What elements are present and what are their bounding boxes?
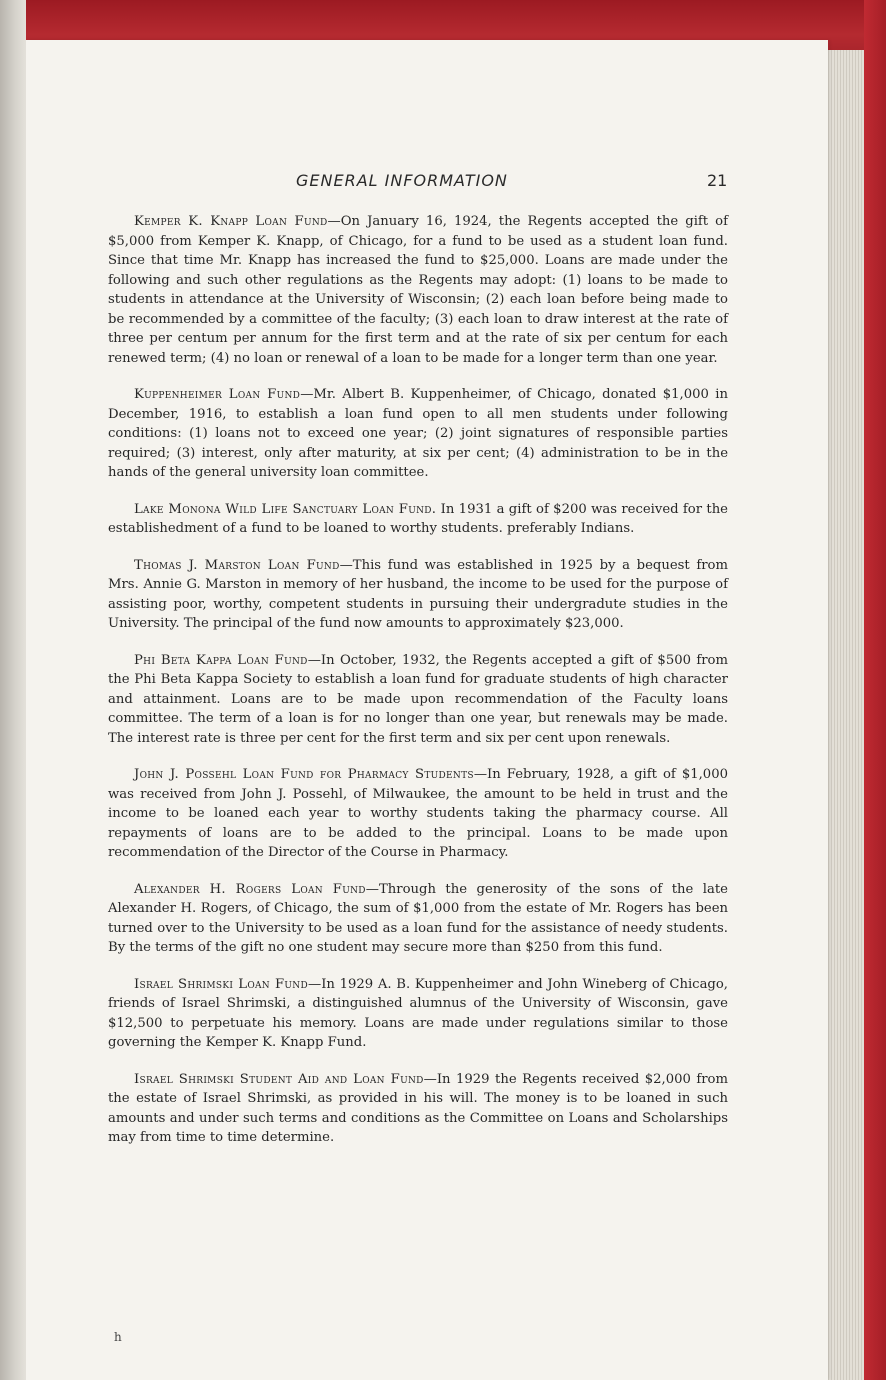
page bbox=[26, 40, 828, 1380]
page-header bbox=[26, 171, 828, 195]
fund-text: —Through the generosity of the sons of the late Alexander H. Rogers, of Chicago, the sum of $1,000 from the estate of Mr. Rogers has been turned over to the University to be used as a loan fund for the assistance of needy students. By the terms of the gift no one student may secure more than $250 from this fund. bbox=[108, 881, 728, 955]
fund-title: Kuppenheimer Loan Fund bbox=[134, 387, 301, 402]
running-head: GENERAL INFORMATION bbox=[296, 171, 508, 190]
fund-title: Israel Shrimski Loan Fund bbox=[134, 976, 309, 992]
book-gutter bbox=[0, 0, 26, 1380]
fund-text: —In October, 1932, the Regents accepted a gift of $500 from the Phi Beta Kappa Society to establish a loan fund for graduate students of high character and attainment. Loans are to be made upon recommendation of the Faculty loans committee. The term of a loan is for no longer than one year, but renewals may be made. The interest rate is three per cent for the first term and six per cent upon renewals. bbox=[108, 652, 728, 746]
page-body bbox=[108, 212, 728, 1165]
fund-title: Lake Monona Wild Life Sanctuary Loan Fund. bbox=[134, 501, 437, 517]
fund-text: —In 1929 A. B. Kuppenheimer and John Wineberg of Chicago, friends of Israel Shrimski, a distinguished alumnus of the University of Wisconsin, gave $12,500 to perpetuate his memory. Loans are made under regulations similar to those governing the Kemper K. Knapp Fund. bbox=[108, 976, 728, 1050]
fund-text: —Mr. Albert B. Kuppenheimer, of Chicago, donated $1,000 in December, 1916, to establish a loan fund open to all men students under following conditions: (1) loans not to exceed one year; (2) joint signatures of responsible parties required; (3) interest, only after maturity, at six per cent; (4) administration to be in the hands of the general university loan committee. bbox=[108, 387, 728, 480]
fund-text: —In February, 1928, a gift of $1,000 was received from John J. Possehl, of Milwaukee, the amount to be held in trust and the income to be loaned each year to worthy students taking the pharmacy course. All repayments of loans are to be added to the principal. Loans to be made upon recommendation of the Director of the Course in Pharmacy. bbox=[108, 767, 728, 860]
fund-title: Phi Beta Kappa Loan Fund bbox=[134, 652, 308, 668]
paragraph-lake-monona bbox=[108, 500, 728, 539]
paragraph-marston bbox=[108, 556, 728, 634]
fund-title: Thomas J. Marston Loan Fund bbox=[134, 557, 340, 573]
fund-title: John J. Possehl Loan Fund for Pharmacy Students bbox=[134, 767, 474, 782]
paragraph-shrimski-loan bbox=[108, 975, 728, 1053]
fund-title: Kemper K. Knapp Loan Fund bbox=[134, 214, 328, 229]
book-cover-right-edge bbox=[864, 0, 886, 1380]
paragraph-shrimski-aid bbox=[108, 1070, 728, 1148]
fund-text: —This fund was established in 1925 by a bequest from Mrs. Annie G. Marston in memory of her husband, the income to be used for the purpose of assisting poor, worthy, competent students in pursuing their undergradute studies in the University. The principal of the fund now amounts to approximately $23,000. bbox=[108, 557, 728, 631]
paragraph-kemper-knapp bbox=[108, 212, 728, 368]
fund-text: —In 1929 the Regents received $2,000 from the estate of Israel Shrimski, as provided in his will. The money is to be loaned in such amounts and under such terms and conditions as the Committee on Loans and Scholarships may from time to time determine. bbox=[108, 1071, 728, 1145]
footer-mark: h bbox=[114, 1330, 122, 1344]
paragraph-rogers bbox=[108, 880, 728, 958]
paragraph-possehl bbox=[108, 765, 728, 863]
fund-text: In 1931 a gift of $200 was received for the establishedment of a fund to be loaned to worthy students. preferably Indians. bbox=[108, 501, 728, 536]
paragraph-phi-beta-kappa bbox=[108, 651, 728, 749]
fund-title: Israel Shrimski Student Aid and Loan Fund bbox=[134, 1071, 424, 1087]
page-edges bbox=[826, 50, 864, 1380]
fund-title: Alexander H. Rogers Loan Fund bbox=[134, 881, 366, 897]
paragraph-kuppenheimer bbox=[108, 385, 728, 483]
page-number: 21 bbox=[707, 171, 728, 190]
fund-text: —On January 16, 1924, the Regents accepted the gift of $5,000 from Kemper K. Knapp, of Chicago, for a fund to be used as a student loan fund. Since that time Mr. Knapp has increased the fund to $25,000. Loans are made under the following and such other regulations as the Regents may adopt: (1) loans to be made to students in attendance at the University of Wisconsin; (2) each loan before being made to be recommended by a committee of the faculty; (3) each loan to draw interest at the rate of three per centum per annum for the first term and at the rate of six per centum for each renewed term; (4) no loan or renewal of a loan to be made for a longer term than one year. bbox=[108, 214, 728, 366]
